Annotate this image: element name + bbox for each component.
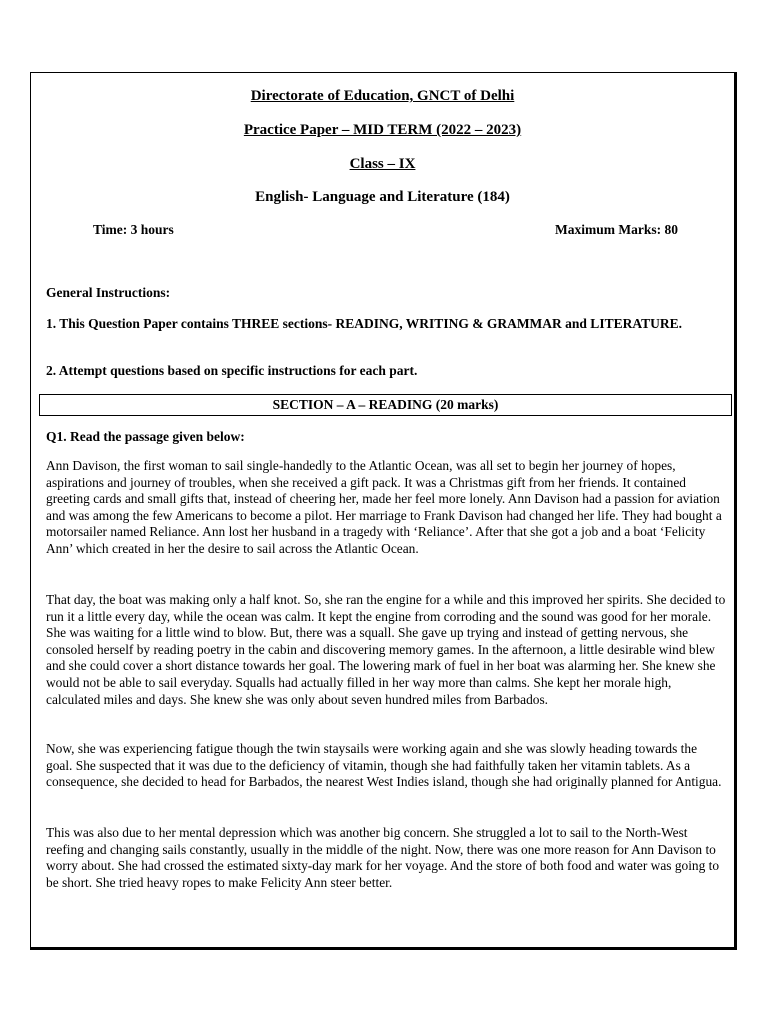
paper-title: Practice Paper – MID TERM (2022 – 2023) [243, 122, 522, 138]
subject-heading: English- Language and Literature (184) [255, 189, 510, 205]
instruction-item: 1. This Question Paper contains THREE sections- READING, WRITING & GRAMMAR and LITERATURE. [46, 316, 682, 331]
question-label: Q1. Read the passage given below: [46, 429, 245, 444]
section-a-heading: SECTION – A – READING (20 marks) [39, 394, 732, 416]
instructions-title: General Instructions: [46, 285, 171, 300]
question-paper-page [30, 72, 737, 950]
class-heading: Class – IX [349, 156, 416, 172]
passage-paragraph: Ann Davison, the first woman to sail single-handedly to the Atlantic Ocean, was all set to begin her journey of hopes, aspirations and journey of troubles, when she received a gift pack. It was a Christmas gift from her friends. It contained greeting cards and small gifts that, instead of cheering her, made her feel more lonely. Ann Davison had a passion for aviation and was among the few Americans to become a pilot. Her marriage to Frank Davison had changed her life. They had bought a motorsailer named Reliance. Ann lost her husband in a tragedy with ‘Reliance’. After that she got a job and a boat ‘Felicity Ann’ which created in her the desire to sail across the Atlantic Ocean. [46, 458, 722, 556]
passage-paragraph: Now, she was experiencing fatigue though the twin staysails were working again and she was slowly heading towards the goal. She suspected that it was due to the deficiency of vitamin, though she had faithfully taken her vitamin tablets. As a consequence, she decided to head for Barbados, the nearest West Indies island, though she had originally planned for Antigua. [46, 741, 722, 790]
instruction-item: 2. Attempt questions based on specific instructions for each part. [46, 363, 418, 378]
passage-paragraph: This was also due to her mental depression which was another big concern. She struggled a lot to sail to the North-West reefing and changing sails constantly, usually in the middle of the night. Now, there was one more reason for Ann Davison to worry about. She had crossed the estimated sixty-day mark for her voyage. And the store of both food and water was going to be short. She tried heavy ropes to make Felicity Ann steer better. [46, 825, 720, 890]
directorate-heading: Directorate of Education, GNCT of Delhi [250, 88, 515, 104]
time-label: Time: 3 hours [93, 222, 174, 237]
max-marks-label: Maximum Marks: 80 [555, 222, 678, 237]
passage-paragraph: That day, the boat was making only a half knot. So, she ran the engine for a while and this improved her spirits. She decided to run it a little every day, while the ocean was calm. It kept the engine from corroding and the sound was good for her morale. She was waiting for a little wind to blow. But, there was a squall. She gave up trying and instead of getting nervous, she consoled herself by reading poetry in the cabin and discovering memory games. In the afternoon, a little desirable wind blew and she could cover a short distance towards her goal. The lowering mark of fuel in her boat was alarming her. She knew she would not be able to sail everyday. Squalls had actually filled in her way more than calms. She kept her morale high, calculated miles and days. She knew she was only about seven hundred miles from Barbados. [46, 592, 726, 707]
